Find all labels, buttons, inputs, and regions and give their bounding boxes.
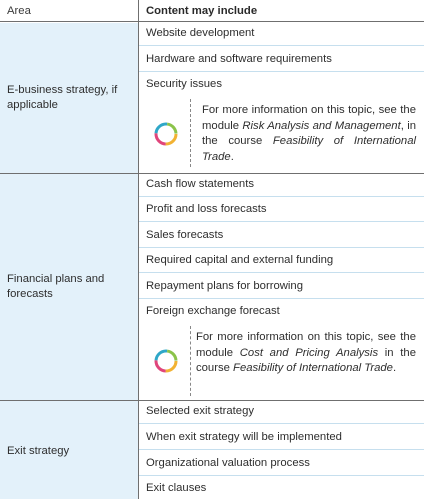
info-text: For more information on this topic, see the module Risk Analysis and Management, in the course Feasibility of International Trade. [202, 104, 416, 163]
list-item: Selected exit strategy [146, 405, 255, 417]
info-note [146, 326, 420, 396]
list-item: Required capital and external funding [146, 254, 334, 266]
info-ring-icon [153, 348, 179, 374]
section-ebusiness [0, 23, 424, 173]
section-exit [0, 401, 424, 499]
list-item: Website development [146, 27, 255, 39]
list-item: Cash flow statements [146, 178, 254, 190]
list-item: Organizational valuation process [146, 457, 310, 469]
header-area: Area [7, 5, 31, 17]
list-item: Repayment plans for borrowing [146, 280, 303, 292]
info-note [146, 99, 420, 167]
list-item: When exit strategy will be implemented [146, 431, 342, 443]
area-cell [0, 401, 138, 499]
area-label: E-business strategy, if applicable [7, 84, 118, 111]
area-cell [0, 23, 138, 173]
list-item: Profit and loss forecasts [146, 203, 267, 215]
list-item: Foreign exchange forecast [146, 305, 280, 317]
list-item: Hardware and software requirements [146, 53, 332, 65]
list-item: Sales forecasts [146, 229, 224, 241]
info-ring-icon [153, 121, 179, 147]
area-label: Exit strategy [7, 445, 70, 457]
list-item: Security issues [146, 78, 222, 90]
area-cell [0, 174, 138, 400]
info-text: For more information on this topic, see the module Cost and Pricing Analysis in the course Feasibility of International Trade. [196, 331, 416, 374]
area-label: Financial plans and forecasts [7, 273, 105, 300]
list-item: Exit clauses [146, 482, 207, 494]
column-divider [138, 0, 139, 499]
section-financial [0, 174, 424, 400]
header-content: Content may include [146, 5, 258, 17]
table-header [0, 0, 424, 22]
